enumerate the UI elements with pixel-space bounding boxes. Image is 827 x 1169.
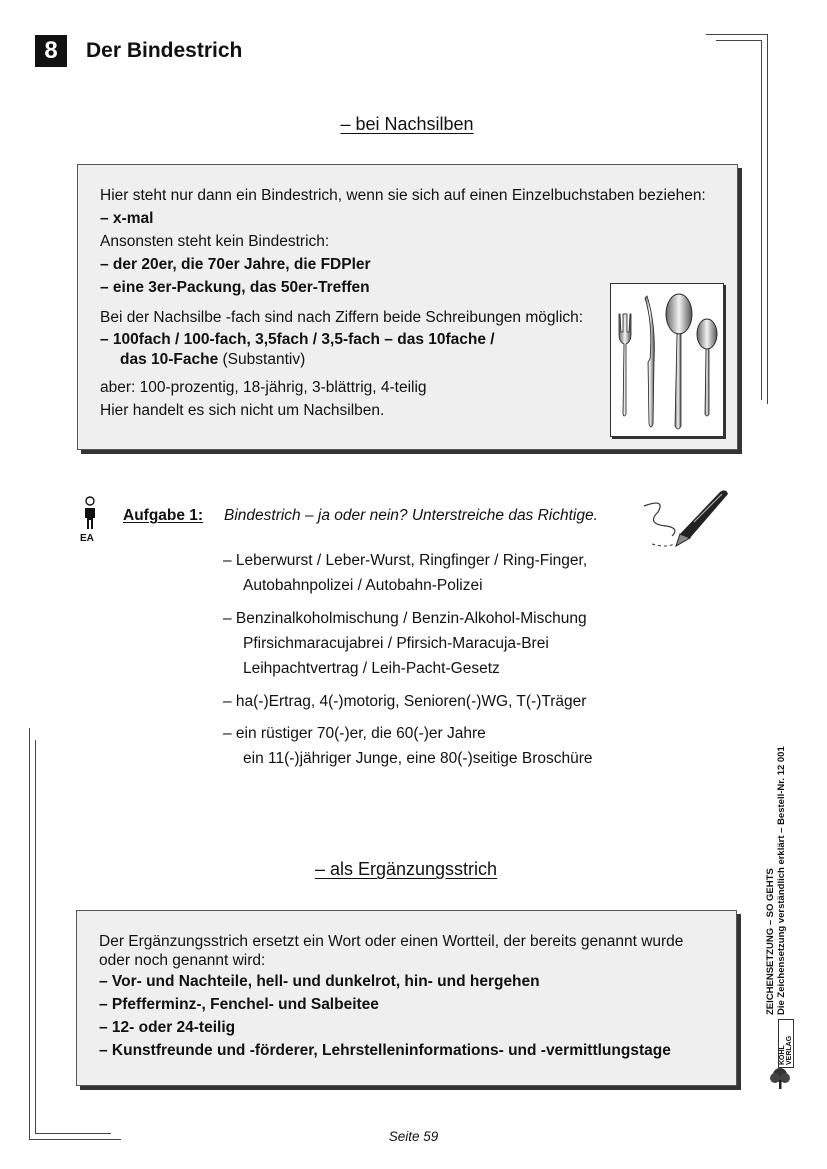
box-example-1: – x-mal: [100, 210, 154, 227]
box-example-3: – eine 3er-Packung, das 50er-Treffen: [100, 279, 370, 296]
frame-right-line-inner: [761, 40, 762, 400]
box-not-suffix: Hier handelt es sich nicht um Nachsilben.: [100, 402, 385, 419]
box2-item-1: – Vor- und Nachteile, hell- und dunkelrot, hin- und hergehen: [99, 973, 540, 990]
frame-top-line-inner: [716, 40, 762, 41]
page-number: Seite 59: [388, 1129, 439, 1144]
box-fach-intro: Bei der Nachsilbe -fach sind nach Ziffern beide Schreibungen möglich:: [100, 309, 584, 326]
box2-item-4: – Kunstfreunde und -förderer, Lehrstelleninformations- und -vermittlungstage: [99, 1042, 671, 1059]
sidebar-vertical-text: [765, 725, 787, 1015]
task-item-1: [223, 548, 587, 598]
cutlery-illustration: [610, 283, 724, 437]
task-item-1-line-1: – Leberwurst / Leber-Wurst, Ringfinger / Ring-Finger,: [223, 552, 588, 569]
task-item-3-line-1: – ha(-)Ertrag, 4(-)motorig, Senioren(-)WG, T(-)Träger: [223, 693, 587, 710]
box2-item-3: – 12- oder 24-teilig: [99, 1019, 236, 1036]
chapter-number-badge: 8: [35, 35, 67, 67]
task-item-4: [223, 721, 593, 771]
section-heading-nachsilben: – bei Nachsilben: [340, 114, 474, 134]
frame-left-line: [29, 728, 30, 1140]
task-label: Aufgabe 1:: [123, 507, 204, 524]
box-otherwise: Ansonsten steht kein Bindestrich:: [100, 233, 330, 250]
task-item-2-line-3: Leihpachtvertrag / Leih-Pacht-Gesetz: [243, 660, 500, 677]
box2-item-2: – Pfefferminz-, Fenchel- und Salbeitee: [99, 996, 379, 1013]
sidebar-line-1: ZEICHENSETZUNG – SO GEHTS: [765, 868, 776, 1015]
fach-example-2-note: (Substantiv): [218, 351, 306, 368]
box-fach-example-1: – 100fach / 100-fach, 3,5fach / 3,5-fach – das 10fache /: [100, 331, 495, 348]
box-example-2: – der 20er, die 70er Jahre, die FDPler: [100, 256, 371, 273]
box-aber: aber: 100-prozentig, 18-jährig, 3-blättrig, 4-teilig: [100, 379, 427, 396]
task-item-4-line-2: ein 11(-)jähriger Junge, eine 80(-)seitige Broschüre: [243, 750, 593, 767]
sidebar-line-2: Die Zeichensetzung verständlich erklärt – Bestell-Nr. 12 001: [776, 746, 787, 1015]
task-item-2-line-2: Pfirsichmaracujabrei / Pfirsich-Maracuja-Brei: [243, 635, 549, 652]
task-item-3: [223, 689, 586, 714]
info-box-ergaenzungsstrich: [76, 910, 737, 1086]
info-box-nachsilben: [77, 164, 738, 450]
task-item-2-line-1: – Benzinalkoholmischung / Benzin-Alkohol-Mischung: [223, 610, 587, 627]
task-instruction: Bindestrich – ja oder nein? Unterstreiche das Richtige.: [224, 507, 598, 524]
tree-logo-icon: [768, 1066, 792, 1090]
task-item-4-line-1: – ein rüstiger 70(-)er, die 60(-)er Jahre: [223, 725, 486, 742]
task-item-2: [223, 606, 587, 681]
frame-right-line: [767, 34, 768, 404]
box-intro: Hier steht nur dann ein Bindestrich, wenn sie sich auf einen Einzelbuchstaben beziehen:: [100, 187, 706, 204]
publisher-logo: KOHL VERLAG: [778, 1019, 794, 1068]
pen-icon: [636, 486, 732, 554]
person-icon: [82, 496, 98, 532]
cutlery-icon: [611, 284, 723, 436]
task-item-1-line-2: Autobahnpolizei / Autobahn-Polizei: [243, 577, 483, 594]
fach-example-2-text: das 10-Fache: [120, 351, 219, 368]
box2-intro: Der Ergänzungsstrich ersetzt ein Wort oder einen Wortteil, der bereits genannt wurde oder noch genannt wird:: [99, 933, 684, 969]
page-title: Der Bindestrich: [86, 39, 243, 62]
task-mode-badge: EA: [80, 533, 94, 544]
frame-top-line: [706, 34, 768, 35]
section-heading-ergaenzungsstrich: – als Ergänzungsstrich: [314, 859, 498, 879]
frame-left-line-inner: [35, 740, 36, 1134]
